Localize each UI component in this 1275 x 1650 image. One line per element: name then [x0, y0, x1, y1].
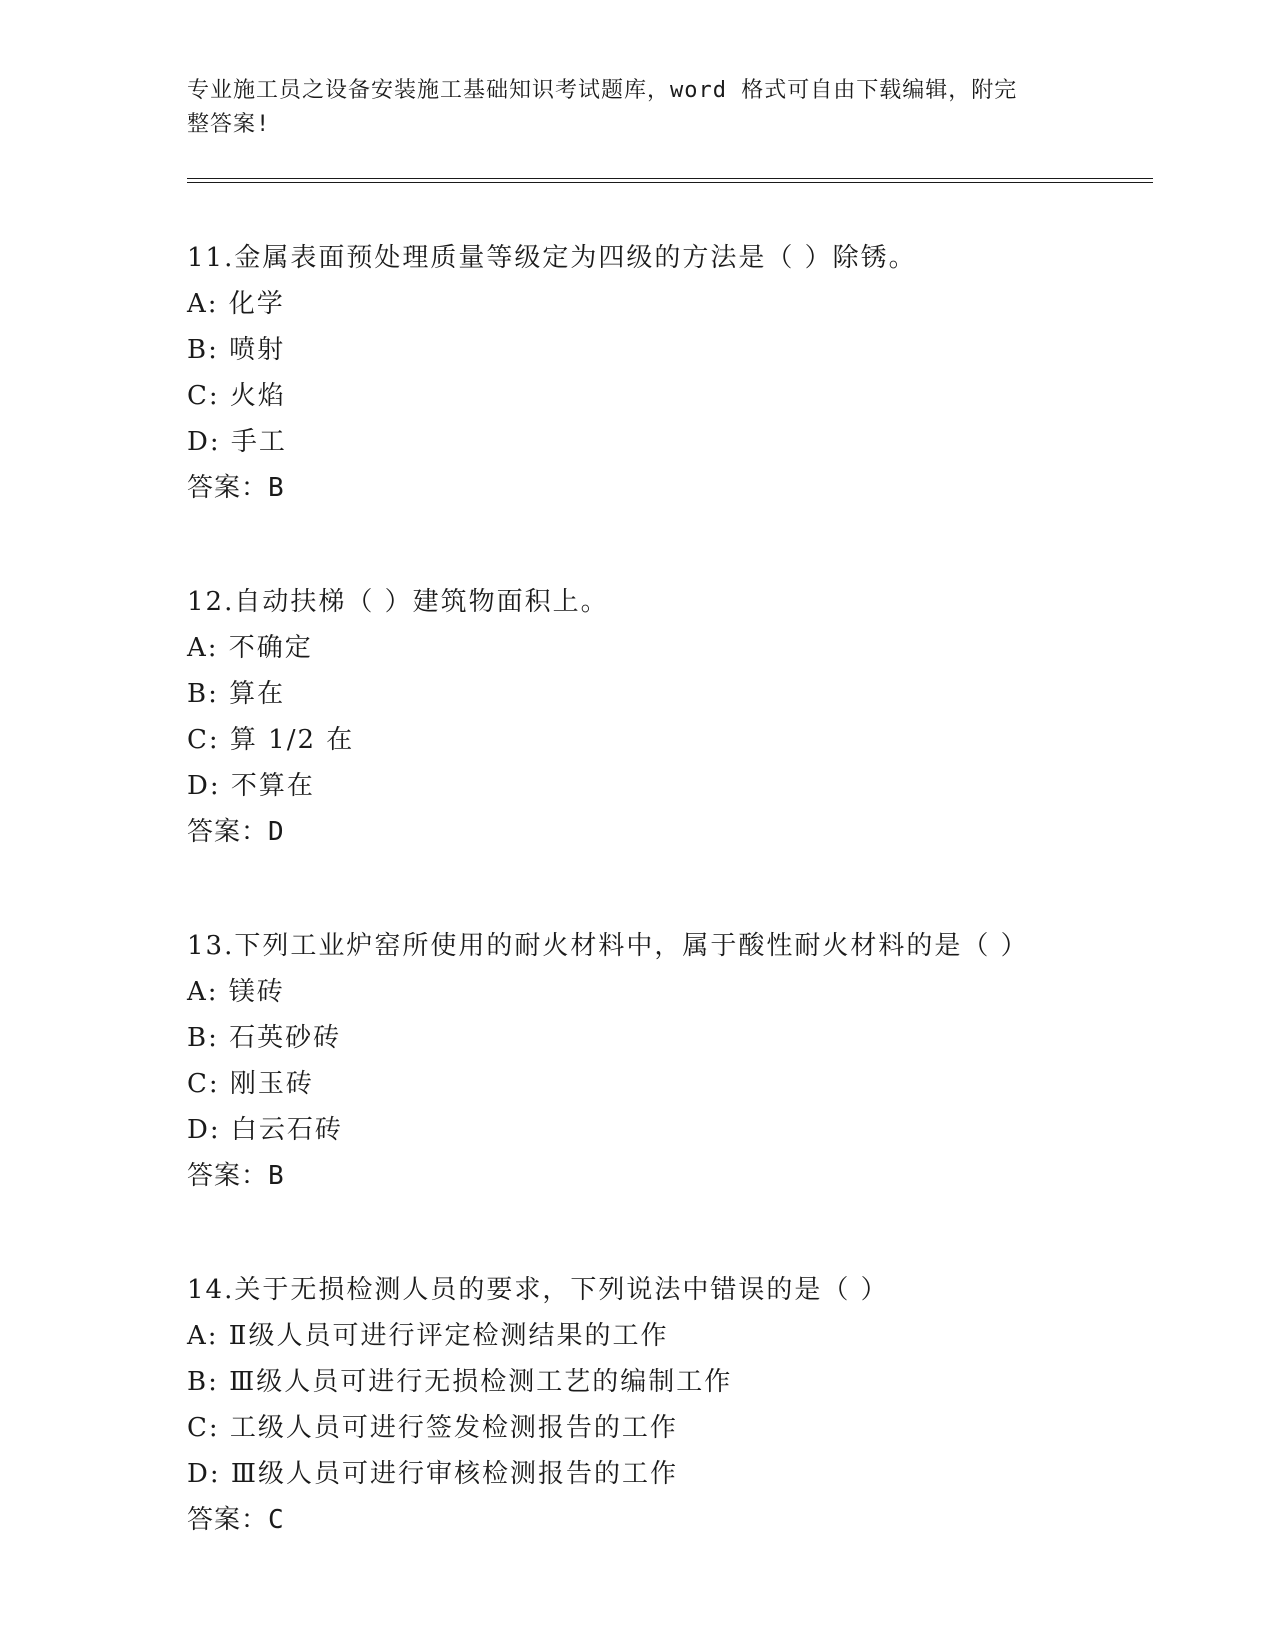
option-c: C: 工级人员可进行签发检测报告的工作 — [187, 1413, 678, 1443]
option-c: C: 刚玉砖 — [187, 1069, 314, 1099]
answer: 答案：C — [187, 1505, 285, 1535]
document-header — [187, 74, 1067, 142]
option-d: D: 手工 — [187, 427, 287, 457]
option-a: A: 不确定 — [187, 633, 313, 663]
question-stem: 12.自动扶梯（ ）建筑物面积上。 — [187, 587, 609, 617]
question-stem: 14.关于无损检测人员的要求，下列说法中错误的是（ ） — [187, 1275, 889, 1305]
option-a: A: 化学 — [187, 289, 285, 319]
header-divider — [187, 178, 1153, 183]
header-line-1: 专业施工员之设备安装施工基础知识考试题库，word 格式可自由下载编辑，附完 — [187, 78, 1018, 103]
header-line-2: 整答案! — [187, 112, 271, 137]
question-11 — [187, 236, 1153, 512]
option-d: D: Ⅲ级人员可进行审核检测报告的工作 — [187, 1459, 678, 1489]
answer: 答案：D — [187, 817, 285, 847]
option-a: A: Ⅱ级人员可进行评定检测结果的工作 — [187, 1321, 669, 1351]
question-list — [187, 236, 1153, 1612]
option-b: B: Ⅲ级人员可进行无损检测工艺的编制工作 — [187, 1367, 733, 1397]
question-13 — [187, 924, 1153, 1200]
question-14 — [187, 1268, 1153, 1544]
option-a: A: 镁砖 — [187, 977, 285, 1007]
option-b: B: 石英砂砖 — [187, 1023, 342, 1053]
option-d: D: 不算在 — [187, 771, 315, 801]
answer: 答案：B — [187, 1161, 285, 1191]
option-b: B: 喷射 — [187, 335, 286, 365]
option-c: C: 火焰 — [187, 381, 286, 411]
question-stem: 13.下列工业炉窑所使用的耐火材料中，属于酸性耐火材料的是（ ） — [187, 931, 1029, 961]
option-b: B: 算在 — [187, 679, 286, 709]
question-stem: 11.金属表面预处理质量等级定为四级的方法是（ ）除锈。 — [187, 243, 917, 273]
option-c: C: 算 1/2 在 — [187, 725, 355, 755]
option-d: D: 白云石砖 — [187, 1115, 343, 1145]
answer: 答案：B — [187, 473, 285, 503]
question-12 — [187, 580, 1153, 856]
